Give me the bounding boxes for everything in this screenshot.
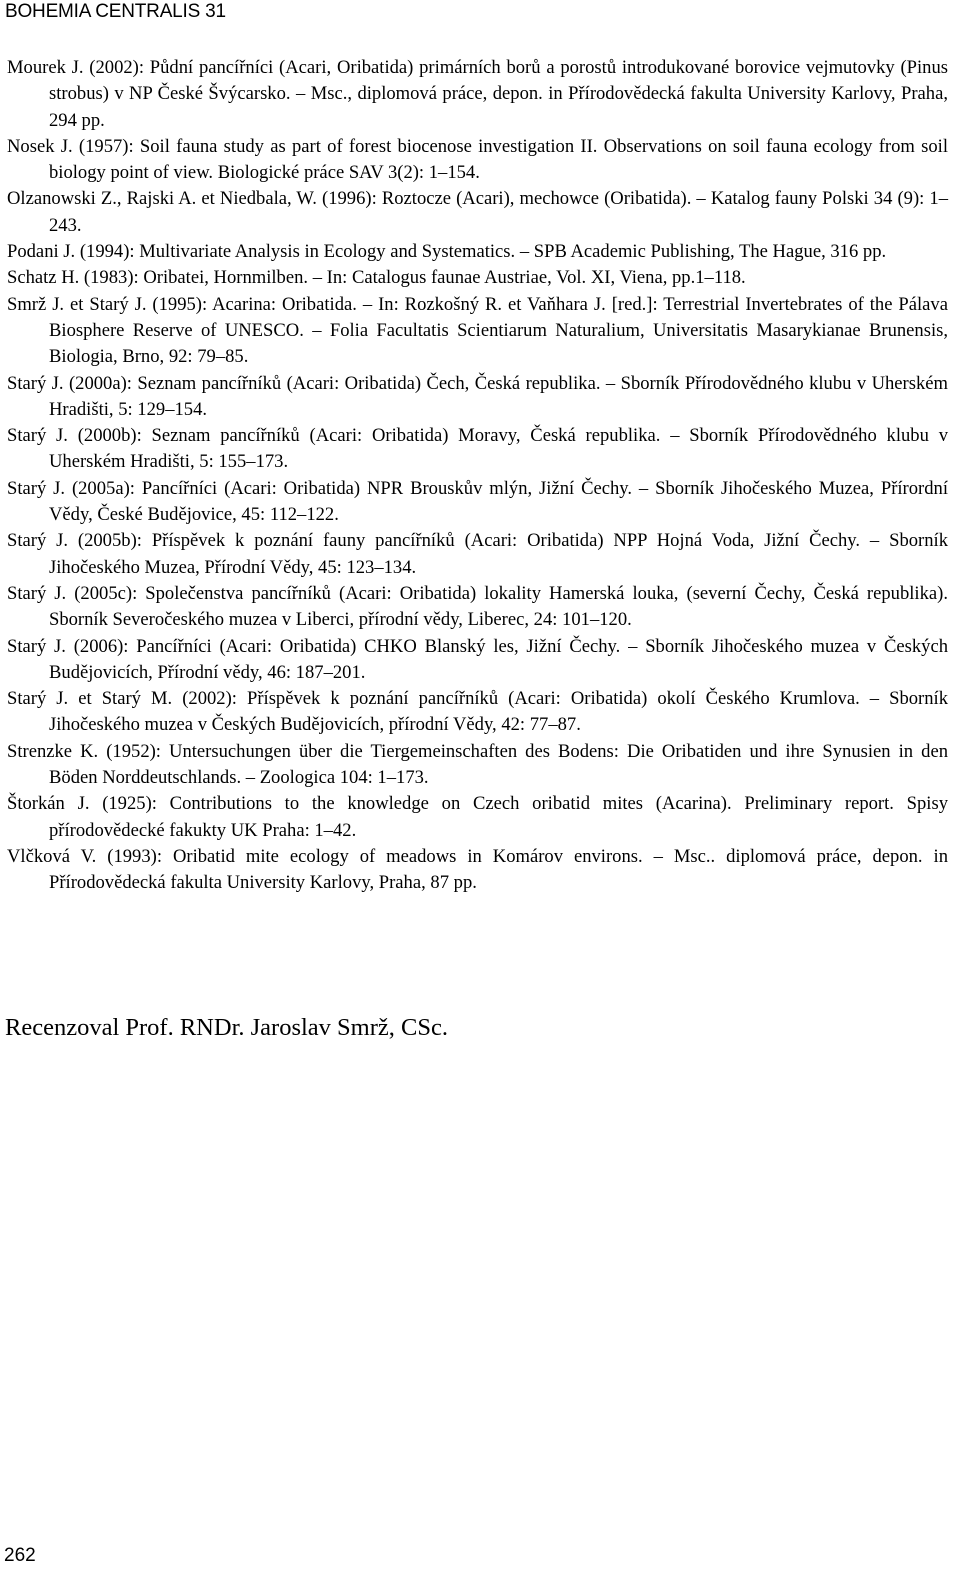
reference-entry: Olzanowski Z., Rajski A. et Niedbala, W. (1996): Roztocze (Acari), mechowce (Oribatida). – Katalog fauny Polski 34 (9): 1–243.	[7, 188, 948, 236]
reference-list	[7, 55, 948, 897]
reference-entry: Vlčková V. (1993): Oribatid mite ecology of meadows in Komárov environs. – Msc.. diplomová práce, depon. in Přírodovědecká fakulta University Karlovy, Praha, 87 pp.	[7, 845, 948, 894]
reference-entry: Starý J. (2005b): Příspěvek k poznání fauny pancířníků (Acari: Oribatida) NPP Hojná Voda, Jižní Čechy. – Sborník Jihočeského Muzea, Přírodní Vědy, 45: 123–134.	[7, 530, 948, 578]
reference-entry: Podani J. (1994): Multivariate Analysis in Ecology and Systematics. – SPB Academic Publishing, The Hague, 316 pp.	[7, 241, 887, 263]
reference-entry: Starý J. et Starý M. (2002): Příspěvek k poznání pancířníků (Acari: Oribatida) okolí Českého Krumlova. – Sborník Jihočeského muzea v Českých Budějovicích, přírodní Vědy, 42: 77–87.	[7, 688, 948, 736]
reference-entry: Starý J. (2005a): Pancířníci (Acari: Oribatida) NPR Brouskův mlýn, Jižní Čechy. – Sborník Jihočeského Muzea, Přírordní Vědy, České Budějovice, 45: 112–122.	[7, 477, 948, 526]
reference-entry: Štorkán J. (1925): Contributions to the knowledge on Czech oribatid mites (Acarina). Preliminary report. Spisy přírodovědecké fakukty UK Praha: 1–42.	[7, 793, 948, 841]
reference-entry: Nosek J. (1957): Soil fauna study as part of forest biocenose investigation II. Observations on soil fauna ecology from soil biology point of view. Biologické práce SAV 3(2): 1–154.	[7, 135, 948, 184]
reference-entry: Starý J. (2006): Pancířníci (Acari: Oribatida) CHKO Blanský les, Jižní Čechy. – Sborník Jihočeského muzea v Českých Budějovicích, Přírodní vědy, 46: 187–201.	[7, 635, 948, 683]
running-header: BOHEMIA CENTRALIS 31	[5, 1, 226, 22]
reference-entry: Smrž J. et Starý J. (1995): Acarina: Oribatida. – In: Rozkošný R. et Vaňhara J. [red.]: Terrestrial Invertebrates of the Pálava Biosphere Reserve of UNESCO. – Folia Facultatis Scientiarum Naturalium, Universitatis Masarykianae Brunensis, Biologia, Brno, 92: 79–85.	[7, 293, 948, 368]
reference-entry: Starý J. (2000a): Seznam pancířníků (Acari: Oribatida) Čech, Česká republika. – Sborník Přírodovědného klubu v Uherském Hradišti, 5: 129–154.	[7, 372, 948, 420]
reference-entry: Starý J. (2000b): Seznam pancířníků (Acari: Oribatida) Moravy, Česká republika. – Sborník Přírodovědného klubu v Uherském Hradišti, 5: 155–173.	[7, 425, 948, 473]
reference-entry: Mourek J. (2002): Půdní pancířníci (Acari, Oribatida) primárních borů a porostů introdukované borovice vejmutovky (Pinus strobus) v NP České Švýcarsko. – Msc., diplomová práce, depon. in Přírodovědecká fakulta University Karlovy, Praha, 294 pp.	[7, 57, 948, 131]
reference-entry: Starý J. (2005c): Společenstva pancířníků (Acari: Oribatida) lokality Hamerská louka, (severní Čechy, Česká republika). Sborník Severočeského muzea v Liberci, přírodní vědy, Liberec, 24: 101–120.	[7, 582, 948, 631]
reviewer-note: Recenzoval Prof. RNDr. Jaroslav Smrž, CSc.	[5, 1014, 448, 1041]
page-number: 262	[4, 1545, 36, 1566]
reference-entry: Strenzke K. (1952): Untersuchungen über die Tiergemeinschaften des Bodens: Die Oribatiden und ihre Synusien in den Böden Norddeutschlands. – Zoologica 104: 1–173.	[7, 740, 948, 789]
reference-entry: Schatz H. (1983): Oribatei, Hornmilben. – In: Catalogus faunae Austriae, Vol. XI, Viena, pp.1–118.	[7, 267, 746, 289]
